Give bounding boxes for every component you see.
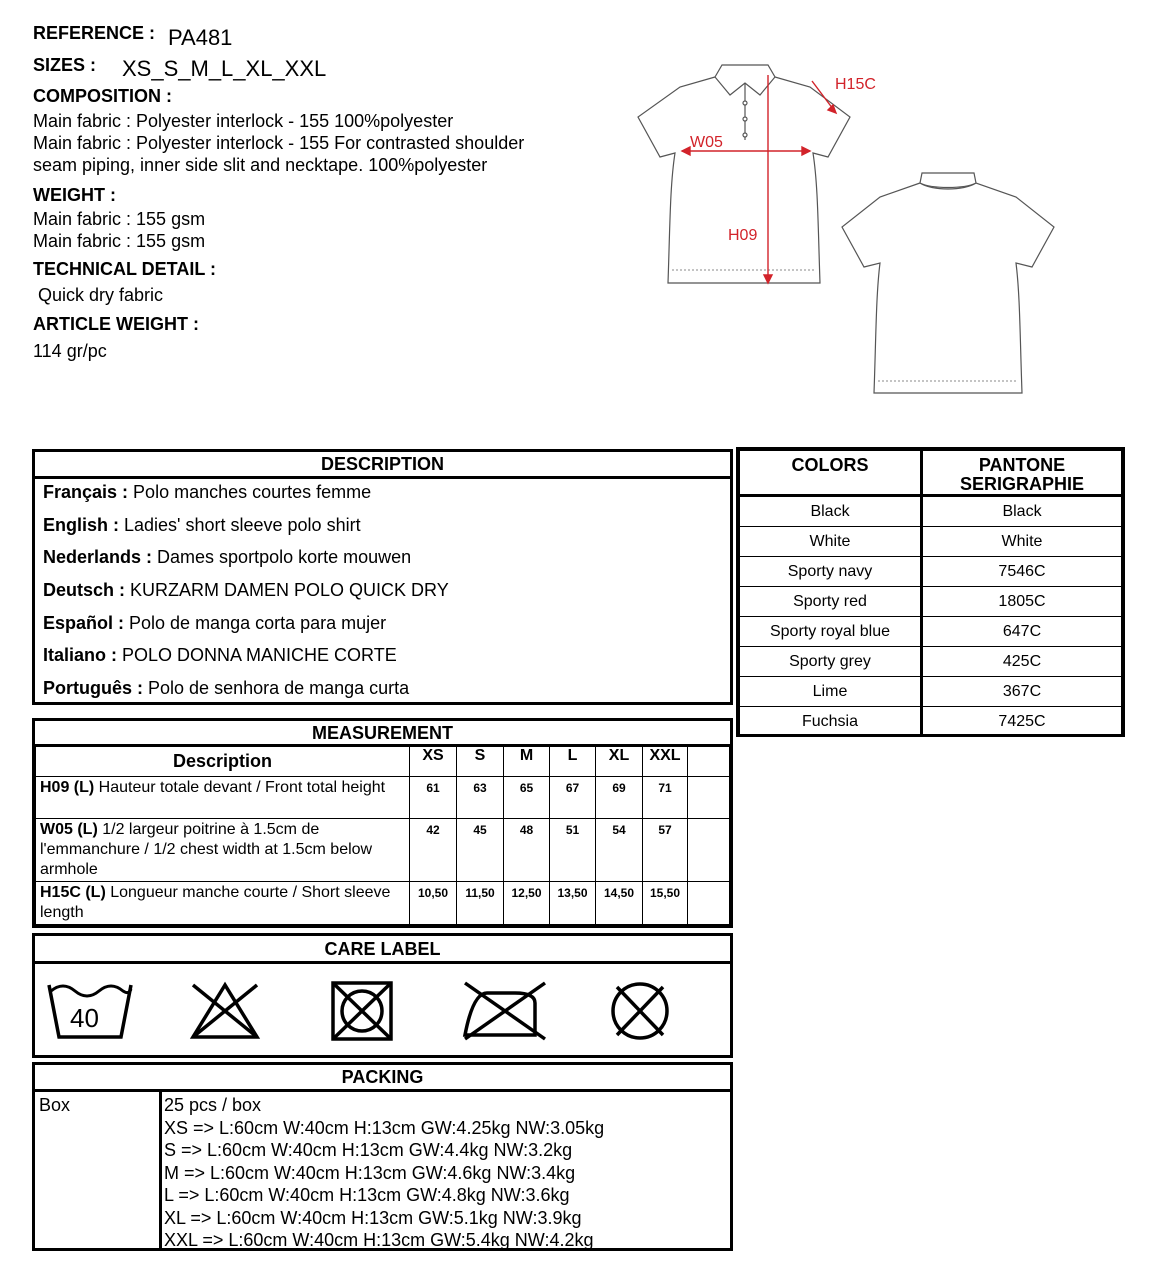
description-row-es — [43, 613, 386, 634]
color-name: Sporty navy — [740, 557, 922, 587]
packing-line: L => L:60cm W:40cm H:13cm GW:4.8kg NW:3.6kg — [164, 1185, 570, 1205]
measurement-value: 12,50 — [504, 882, 550, 925]
pantone-header-line1: PANTONE — [978, 455, 1066, 475]
no-bleach-icon — [193, 985, 257, 1037]
h15c-callout: H15C — [835, 76, 876, 93]
composition-line-2: Main fabric : Polyester interlock - 155 For contrasted shoulder — [33, 133, 525, 153]
size-header: M — [504, 747, 550, 777]
colors-section — [736, 447, 1125, 737]
description-row-en — [43, 515, 361, 536]
care-label-section — [32, 933, 733, 1058]
measurement-row — [36, 777, 730, 819]
lang-label: Português : — [43, 678, 144, 698]
pantone-value: 647C — [922, 617, 1122, 647]
color-name: White — [740, 527, 922, 557]
measurement-desc — [36, 819, 410, 882]
empty-cell — [688, 777, 730, 819]
packing-line: XL => L:60cm W:40cm H:13cm GW:5.1kg NW:3.9kg — [164, 1207, 582, 1228]
technical-detail-label: TECHNICAL DETAIL : — [33, 259, 216, 279]
lang-label: Italiano : — [43, 645, 118, 665]
description-section — [32, 449, 733, 705]
size-header: S — [457, 747, 504, 777]
lang-label: Deutsch : — [43, 580, 126, 600]
lang-text: Ladies' short sleeve polo shirt — [119, 515, 361, 535]
measurement-desc — [36, 882, 410, 925]
color-name: Sporty grey — [740, 647, 922, 677]
measurement-title: MEASUREMENT — [35, 721, 730, 746]
reference-label: REFERENCE : — [33, 23, 156, 43]
size-header: XL — [596, 747, 643, 777]
no-iron-icon — [465, 983, 545, 1039]
measurement-code: H09 (L) — [40, 779, 95, 796]
lang-text: POLO DONNA MANICHE CORTE — [117, 645, 397, 665]
packing-title: PACKING — [35, 1065, 730, 1092]
packing-divider — [159, 1092, 162, 1249]
lang-label: Français : — [43, 482, 129, 502]
measurement-desc — [36, 777, 410, 819]
packing-line: 25 pcs / box — [164, 1095, 262, 1115]
pantone-value: 425C — [922, 647, 1122, 677]
measurement-value: 63 — [457, 777, 504, 819]
measurement-table — [35, 746, 730, 925]
lang-label: Nederlands : — [43, 547, 153, 567]
color-row — [740, 707, 1122, 737]
lang-label: Español : — [43, 613, 125, 633]
measurement-section — [32, 718, 733, 928]
sizes-label: SIZES : — [33, 55, 97, 75]
pantone-value: 1805C — [922, 587, 1122, 617]
measurement-code: H15C (L) — [40, 884, 106, 901]
measurement-row — [36, 882, 730, 925]
measurement-value: 61 — [410, 777, 457, 819]
measurement-value: 13,50 — [550, 882, 596, 925]
weight-line-1: Main fabric : 155 gsm — [33, 209, 206, 229]
color-name: Lime — [740, 677, 922, 707]
color-row — [740, 557, 1122, 587]
color-row — [740, 677, 1122, 707]
lang-text: Dames sportpolo korte mouwen — [152, 547, 412, 567]
lang-text: Polo de senhora de manga curta — [143, 678, 410, 698]
no-tumble-dry-icon — [333, 983, 391, 1039]
packing-line: S => L:60cm W:40cm H:13cm GW:4.4kg NW:3.2kg — [164, 1140, 573, 1160]
no-dry-clean-icon — [613, 984, 667, 1038]
h09-callout: H09 — [728, 227, 758, 244]
color-name: Sporty red — [740, 587, 922, 617]
packing-details — [164, 1094, 604, 1252]
color-row — [740, 617, 1122, 647]
measurement-value: 54 — [596, 819, 643, 882]
article-weight-value: 114 gr/pc — [33, 341, 107, 361]
measurement-code: W05 (L) — [40, 821, 98, 838]
description-row-pt — [43, 678, 409, 699]
pantone-value: 367C — [922, 677, 1122, 707]
reference-value: PA481 — [168, 25, 233, 50]
description-row-nl — [43, 547, 411, 568]
size-header: L — [550, 747, 596, 777]
size-header: XXL — [643, 747, 688, 777]
measurement-value: 14,50 — [596, 882, 643, 925]
measurement-header-row — [36, 747, 730, 777]
measurement-text: Longueur manche courte / Short sleeve length — [40, 884, 391, 921]
description-row-it — [43, 645, 397, 666]
description-row-fr — [43, 482, 371, 503]
description-row-de — [43, 580, 449, 601]
measurement-value: 42 — [410, 819, 457, 882]
wash-temp: 40 — [70, 1003, 99, 1033]
description-title: DESCRIPTION — [35, 452, 730, 479]
color-name: Black — [740, 496, 922, 527]
weight-line-2: Main fabric : 155 gsm — [33, 231, 206, 251]
measurement-text: 1/2 largeur poitrine à 1.5cm de l'emmanchure / 1/2 chest width at 1.5cm below armhole — [40, 821, 373, 878]
composition-label: COMPOSITION : — [33, 86, 172, 106]
pantone-value: Black — [922, 496, 1122, 527]
care-label-title: CARE LABEL — [35, 936, 730, 964]
pantone-value: White — [922, 527, 1122, 557]
technical-detail-value: Quick dry fabric — [38, 285, 164, 305]
measurement-value: 67 — [550, 777, 596, 819]
color-name: Sporty royal blue — [740, 617, 922, 647]
measurement-value: 48 — [504, 819, 550, 882]
size-header: XS — [410, 747, 457, 777]
measurement-value: 65 — [504, 777, 550, 819]
pantone-value: 7546C — [922, 557, 1122, 587]
measurement-text: Hauteur totale devant / Front total height — [94, 779, 386, 796]
color-row — [740, 647, 1122, 677]
packing-line: XXL => L:60cm W:40cm H:13cm GW:5.4kg NW:4.2kg — [164, 1230, 594, 1250]
back-polo-collar — [920, 173, 976, 188]
empty-cell — [688, 819, 730, 882]
measurement-value: 71 — [643, 777, 688, 819]
w05-callout: W05 — [690, 134, 723, 151]
color-row — [740, 496, 1122, 527]
color-row — [740, 587, 1122, 617]
lang-label: English : — [43, 515, 119, 535]
article-weight-label: ARTICLE WEIGHT : — [33, 314, 199, 334]
color-name: Fuchsia — [740, 707, 922, 737]
measurement-value: 10,50 — [410, 882, 457, 925]
measurement-value: 57 — [643, 819, 688, 882]
composition-line-3: seam piping, inner side slit and necktape. 100%polyester — [33, 155, 488, 175]
sizes-value: XS_S_M_L_XL_XXL — [122, 56, 327, 81]
pantone-header-line2: SERIGRAPHIE — [959, 474, 1085, 494]
packing-line: M => L:60cm W:40cm H:13cm GW:4.6kg NW:3.4kg — [164, 1162, 576, 1183]
lang-text: KURZARM DAMEN POLO QUICK DRY — [125, 580, 449, 600]
color-row — [740, 527, 1122, 557]
composition-line-1: Main fabric : Polyester interlock - 155 100%polyester — [33, 111, 454, 131]
weight-label: WEIGHT : — [33, 185, 116, 205]
measurement-value: 15,50 — [643, 882, 688, 925]
measurement-desc-header: Description — [36, 747, 410, 777]
front-polo-body — [638, 77, 850, 283]
empty-header-cell — [688, 747, 730, 777]
packing-line: XS => L:60cm W:40cm H:13cm GW:4.25kg NW:3.05kg — [164, 1117, 605, 1138]
care-icons — [45, 979, 705, 1045]
polo-technical-drawing — [630, 55, 1070, 400]
measurement-value: 11,50 — [457, 882, 504, 925]
lang-text: Polo de manga corta para mujer — [124, 613, 387, 633]
measurement-row — [36, 819, 730, 882]
packing-section — [32, 1062, 733, 1251]
measurement-value: 51 — [550, 819, 596, 882]
packing-box-label: Box — [39, 1095, 71, 1115]
pantone-header — [922, 451, 1122, 496]
lang-text: Polo manches courtes femme — [128, 482, 372, 502]
back-polo-body — [842, 183, 1054, 393]
pantone-value: 7425C — [922, 707, 1122, 737]
colors-table — [739, 450, 1122, 737]
measurement-value: 45 — [457, 819, 504, 882]
measurement-value: 69 — [596, 777, 643, 819]
wash-40-icon — [49, 985, 131, 1037]
colors-header: COLORS — [740, 451, 922, 496]
empty-cell — [688, 882, 730, 925]
